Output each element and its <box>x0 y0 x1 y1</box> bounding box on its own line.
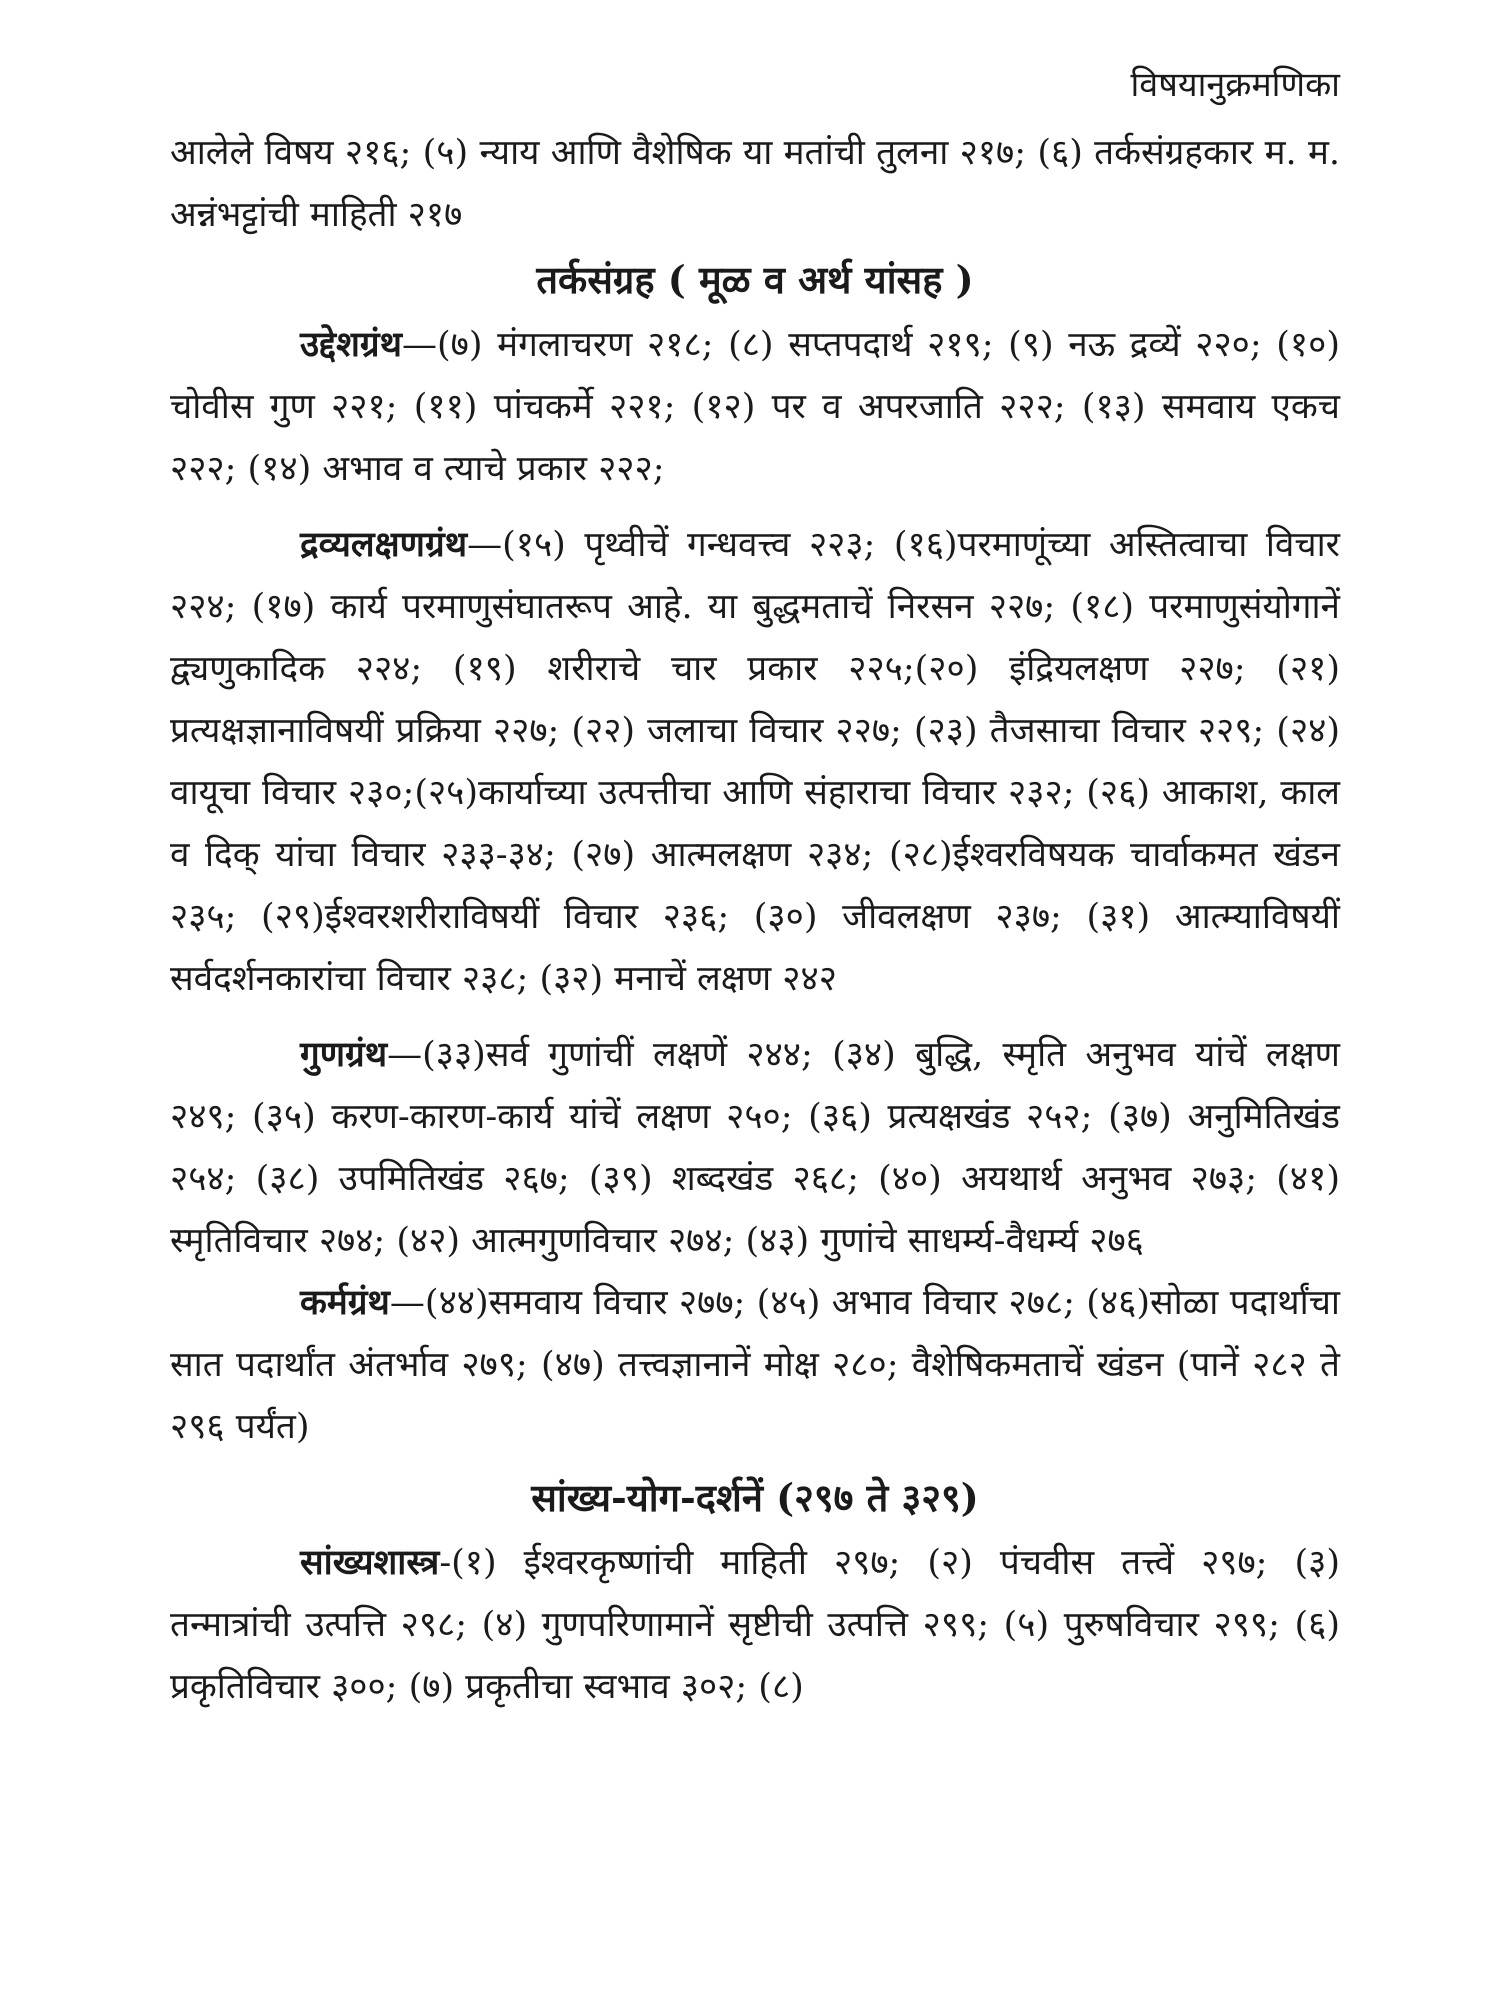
text-gunagrantha: —(३३)सर्व गुणांचीं लक्षणें २४४; (३४) बुद्धि, स्मृति अनुभव यांचें लक्षण २४९; (३५) करण-कारण-कार्य यांचें लक्षण २५०; (३६) प्रत्यक्षखंड २५२; (३७) अनुमितिखंड २५४; (३८) उपमितिखंड २६७; (३९) शब्दखंड २६८; (४०) अयथार्थ अनुभव २७३; (४१) स्मृतिविचार २७४; (४२) आत्मगुणविचार २७४; (४३) गुणांचे साधर्म्य-वैधर्म्य २७६ <box>170 1035 1340 1261</box>
term-sankhyashastra: सांख्यशास्त्र <box>300 1542 440 1583</box>
text-dravyalakshanagrantha: —(१५) पृथ्वीचें गन्धवत्त्व २२३; (१६)परमाणूंच्या अस्तित्वाचा विचार २२४; (१७) कार्य परमाणुसंघातरूप आहे. या बुद्धमताचें निरसन २२७; (१८) परमाणुसंयोगानें द्व्यणुकादिक २२४; (१९) शरीराचे चार प्रकार २२५;(२०) इंद्रियलक्षण २२७; (२१) प्रत्यक्षज्ञानाविषयीं प्रक्रिया २२७; (२२) जलाचा विचार २२७; (२३) तैजसाचा विचार २२९; (२४) वायूचा विचार २३०;(२५)कार्याच्या उत्पत्तीचा आणि संहाराचा विचार २३२; (२६) आकाश, काल व दिक् यांचा विचार २३३-३४; (२७) आत्मलक्षण २३४; (२८)ईश्वरविषयक चार्वाकमत खंडन २३५; (२९)ईश्वरशरीराविषयीं विचार २३६; (३०) जीवलक्षण २३७; (३१) आत्म्याविषयीं सर्वदर्शनकारांचा विचार २३८; (३२) मनाचें लक्षण २४२ <box>170 525 1340 999</box>
paragraph-gunagrantha <box>170 1024 1340 1272</box>
section-heading-tarkasangraha: तर्कसंग्रह ( मूळ व अर्थ यांसह ) <box>536 257 974 302</box>
document-page <box>170 60 1340 1960</box>
paragraph-intro: आलेले विषय २१६; (५) न्याय आणि वैशेषिक या मतांची तुलना २१७; (६) तर्कसंग्रहकार म. म. अन्नंभट्टांची माहिती २१७ <box>170 133 1340 235</box>
paragraph-dravyalakshanagrantha <box>170 514 1340 1010</box>
paragraph-karmagrantha <box>170 1272 1340 1458</box>
text-karmagrantha: —(४४)समवाय विचार २७७; (४५) अभाव विचार २७८; (४६)सोळा पदार्थांचा सात पदार्थांत अंतर्भाव २७९; (४७) तत्त्वज्ञानानें मोक्ष २८०; वैशेषिकमताचें खंडन (पानें २८२ ते २९६ पर्यंत) <box>170 1283 1340 1447</box>
section-heading-sankhya-yoga: सांख्य-योग-दर्शनें (२९७ ते ३२९) <box>531 1475 979 1520</box>
paragraph-sankhyashastra <box>170 1532 1340 1718</box>
running-header: विषयानुक्रमणिका <box>1130 65 1340 105</box>
term-uddeshagrantha: उद्देशग्रंथ <box>300 324 403 365</box>
term-karmagrantha: कर्मग्रंथ <box>300 1282 390 1323</box>
text-sankhyashastra: -(१) ईश्वरकृष्णांची माहिती २९७; (२) पंचवीस तत्त्वें २९७; (३) तन्मात्रांची उत्पत्ति २९८; (४) गुणपरिणामानें सृष्टीची उत्पत्ति २९९; (५) पुरुषविचार २९९; (६) प्रकृतिविचार ३००; (७) प्रकृतीचा स्वभाव ३०२; (८) <box>170 1543 1340 1707</box>
term-dravyalakshanagrantha: द्रव्यलक्षणग्रंथ <box>300 524 468 565</box>
term-gunagrantha: गुणग्रंथ <box>300 1034 388 1075</box>
paragraph-uddeshagrantha <box>170 314 1340 500</box>
text-uddeshagrantha: —(७) मंगलाचरण २१८; (८) सप्तपदार्थ २१९; (९) नऊ द्रव्यें २२०; (१०) चोवीस गुण २२१; (११) पांचकर्मे २२१; (१२) पर व अपरजाति २२२; (१३) समवाय एकच २२२; (१४) अभाव व त्याचे प्रकार २२२; <box>170 325 1340 489</box>
